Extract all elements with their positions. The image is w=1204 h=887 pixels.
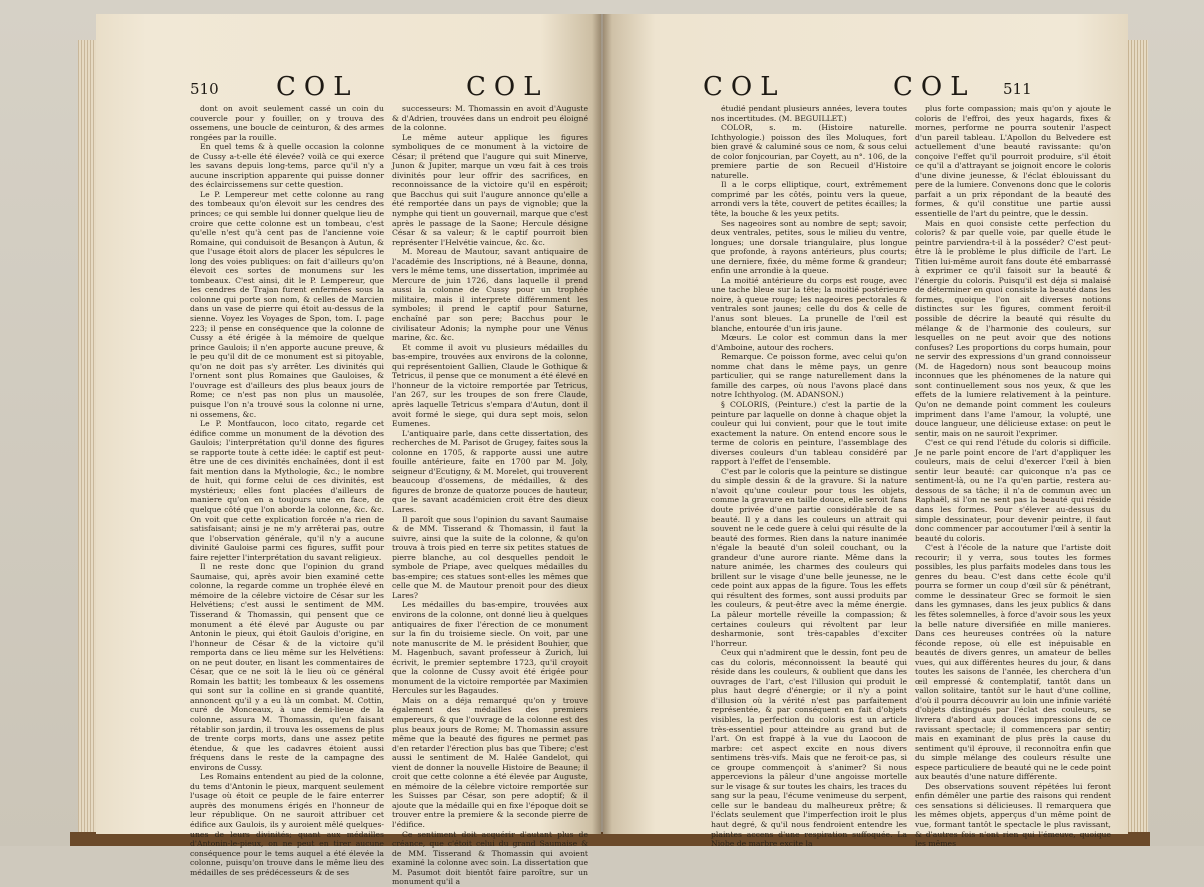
paragraph: Le même auteur applique les figures symboliques de ce monument à la victoire de César; il prétend que l'augure qui suit Minerve, Junon & Jupiter, marque un vœu fait à ces trois divinités pour leur offrir des sacrifices, en reconnoissance de la victoire qu'il en espéroit; que Bacchus qui suit l'augure annonce qu'elle a été remportée dans un pays de vignoble; que la nymphe qui tient un gouvernail, marque que c'est après le passage de la Saone; Hercule désigne César & sa valeur; & le captif pourroit bien représenter l'Helvétie vaincue, &c. &c. [392, 132, 588, 247]
paragraph: § COLORIS, (Peinture.) c'est la partie de la peinture par laquelle on donne à chaque objet la couleur qui lui convient, pour que le tout imite exactement la nature. On entend encore sous le terme de coloris en peinture, l'assemblage des diverses couleurs d'un tableau considéré par rapport à l'effet de l'ensemble. [711, 399, 907, 467]
paragraph: Ce sentiment doit acquérir d'autant plus de créance, que c'étoit celui du grand Saumaise & de MM. Tisserand & Thomassin qui avoient examiné la colonne avec soin. La dissertation que M. Pasumot doit bientôt faire paroître, sur un monument qu'il a [392, 829, 588, 887]
paragraph: Le P. Lempereur met cette colonne au rang des tombeaux qu'on élevoit sur les cendres des princes; ce qui semble lui donner quelque lieu de croire que cette colonne est un tombeau, c'est qu'elle n'est qu'à cent pas de l'ancienne voie Romaine, qui conduisoit de Besançon à Autun, & que l'usage étoit alors de placer les sépulcres le long des voies publiques: on fait d'ailleurs qu'on élevoit ces sortes de monumens sur les tombeaux. C'est ainsi, dit le P. Lempereur, que les cendres de Trajan furent enfermées sous la colonne qui porte son nom, & celles de Marcien dans un vase de pierre qui étoit au-dessus de la sienne. Voyez les Voyages de Spon, tom. I. page 223; il pense en conséquence que la colonne de Cussy a été érigée à la mémoire de quelque prince Gaulois; il n'en apporte aucune preuve, & le peu qu'il dit de ce monument est si pitoyable, qu'on ne doit pas s'y arrêter. Les divinités qui l'ornent sont plus Romaines que Gauloises, & l'ouvrage est d'ailleurs des plus beaux jours de Rome; ce n'est pas non plus un mausolée, puisque l'on n'a trouvé sous la colonne ni urne, ni ossemens, &c. [190, 189, 384, 419]
paragraph: Remarque. Ce poisson forme, avec celui qu'on nomme chat dans le même pays, un genre particulier, qui se range naturellement dans la famille des carpes, où nous l'avons placé dans notre Ichthyolog. (M. ADANSON.) [711, 352, 907, 400]
text-column-right [392, 104, 589, 887]
page-number: 510 [190, 80, 219, 98]
paragraph: Le P. Montfaucon, loco citato, regarde cet édifice comme un monument de la dévotion des Gaulois; l'interprétation qu'il donne des figures se rapporte toute à cette idée: le captif est peut-être une de ces divinités enchaînées, dont il est fait mention dans la Mythologie, &c.; le nombre de huit, qui forme celui de ces divinités, est mystérieux; elles font placées d'ailleurs de maniere qu'on en a toujours une en face, de quelque côté que l'on aborde la colonne, &c. &c. On voit que cette explication forcée n'a rien de satisfaisant; ainsi je ne m'y arrêterai pas, outre que l'observation générale, qu'il n'y a aucune divinité Gauloise parmi ces figures, suffit pour faire rejetter l'interprétation du savant religieux. [190, 419, 384, 562]
paragraph: C'est à l'école de la nature que l'artiste doit recourir; il y verra, sous toutes les formes possibles, les plus parfaits modeles dans tous les genres du beau. C'est dans cette école qu'il pourra se former un coup d'œil sûr & pénétrant, comme le dessinateur Grec se formoit le sien dans les gymnases, dans les jeux publics & dans les fêtes solemnelles, à force d'avoir sous les yeux la belle nature diversifiée en mille manieres. Dans ces heureuses contrées où la nature féconde repose, où elle est inépuisable en beautés de divers genres, un amateur de belles vues, qui aux différentes heures du jour, & dans toutes les saisons de l'année, les cherchera d'un œil empressé & contemplatif, tantôt dans un vallon solitaire, tantôt sur le haut d'une colline, d'où il pourra découvrir au loin une infinie variété d'objets distingués par l'éclat des couleurs, se livrera d'abord aux douces impressions de ce ravissant spectacle; il commencera par sentir; mais en examinant de plus près la cause du sentiment qu'il éprouve, il reconnoîtra enfin que du simple mélange des couleurs résulte une espece particuliere de beauté qui ne le cede point aux beautés d'une nature différente. [915, 543, 1111, 782]
page-number: 511 [1003, 80, 1032, 98]
running-head-right: COL [893, 72, 976, 102]
paragraph: Mais on a déja remarqué qu'on y trouve également des médailles des premiers empereurs, & que l'ouvrage de la colonne est des plus beaux jours de Rome; M. Thomassin assure même que la beauté des figures ne permet pas d'en retarder l'érection plus bas que Tibere; c'est aussi le sentiment de M. Halée Gandelot, qui vient de donner la nouvelle Histoire de Beaune; il croit que cette colonne a été élevée par Auguste, en mémoire de la célebre victoire remportée sur les Suisses par César, son pere adoptif; & il ajoute que la médaille qui en fixe l'époque doit se trouver entre la premiere & la seconde pierre de l'édifice. [392, 695, 588, 830]
book-page-edges-right [1126, 40, 1148, 840]
paragraph: Mais en quoi consiste cette perfection du coloris? & par quelle voie, par quelle étude le peintre parviendra-t-il à la posséder? C'est peut-être là le problème le plus difficile de l'art. Le Titien lui-même auroit fans doute été embarrassé à exprimer ce qu'il faisoit sur la beauté & l'énergie du coloris. Puisqu'il est déja si malaisé de déterminer en quoi consiste la beauté dans les formes, quoique l'on ait diverses notions distinctes sur les figures, comment feroit-il possible de décrire la beauté qui résulte du mélange & de l'harmonie des couleurs, sur lesquelles on ne peut avoir que des notions confuses? Les proportions du corps humain, pour ne servir des expressions d'un grand connoisseur (M. de Hagedorn) nous sont beaucoup moins inconnues que les phénomenes de la nature qui sont continuellement sous nos yeux, & que les effets de la lumiere relativement à la peinture. Qu'on ne demande point comment les couleurs impriment dans l'ame l'amour, la volupté, une douce langueur, une délicieuse extase: on peut le sentir, mais on ne sauroit l'exprimer. [915, 218, 1111, 438]
paragraph: C'est ce qui rend l'étude du coloris si difficile. Je ne parle point encore de l'art d'appliquer les couleurs, mais de celui d'exercer l'œil à bien sentir leur beauté: car quiconque n'a pas ce sentiment-là, ou ne l'a qu'en partie, restera au-dessous de sa tâche; il n'a de commun avec un Raphaël, si l'on ne sent pas la beauté qui réside dans les formes. Pour s'élever au-dessus du simple dessinateur, pour devenir peintre, il faut donc commencer par accoutumer l'œil à sentir la beauté du coloris. [915, 438, 1111, 543]
paragraph: En quel tems & à quelle occasion la colonne de Cussy a-t-elle été élevée? voilà ce qui exerce les savans depuis long-tems, parce qu'il n'y a aucune inscription apparente qui puisse donner des éclaircissemens sur cette question. [190, 142, 384, 190]
paragraph: Ceux qui n'admirent que le dessin, font peu de cas du coloris, méconnoissent la beauté qui réside dans les couleurs, & oublient que dans les ouvrages de l'art, c'est l'illusion qui produit le plus haut degré d'énergie; or il n'y a point d'illusion où la vérité n'est pas parfaitement représentée, & par conséquent en fait d'objets visibles, la perfection du coloris est un article très-essentiel pour atteindre au grand but de l'art. On est frappé à la vue du Laocoon de marbre: cet aspect excite en nous divers sentimens très-vifs. Mais que ne feroit-ce pas, si ce groupe commençoit à s'animer? Si nous appercevions la pâleur d'une angoisse mortelle sur le visage & sur toutes les chairs, les traces du sang sur la peau, l'écume venimeuse du serpent, celle sur le bandeau du malheureux prêtre; & l'éclats seulement que l'imperfection iroit le plus haut degré, & qu'il nous fendroient entendre les plaintes accens d'une respiration suffoquée. La Niobe de marbre excite la [711, 648, 907, 849]
text-column-left [711, 104, 907, 849]
book-page-edges-left [78, 40, 98, 840]
right-page-header [603, 72, 1128, 104]
text-column-right [915, 104, 1111, 849]
paragraph: Les médailles du bas-empire, trouvées aux environs de la colonne, ont donné lieu à quelques antiquaires de fixer l'érection de ce monument sur la fin du troisieme siecle. On voit, par une note manuscrite de M. le président Bouhier, que M. Hagenbuch, savant professeur à Zurich, lui écrivit, le premier septembre 1723, qu'il croyoit que la colonne de Cussy avoit été érigée pour monument de la victoire remportée par Maximien Hercules sur les Bagaudes. [392, 600, 588, 696]
paragraph: Et comme il avoit vu plusieurs médailles du bas-empire, trouvées aux environs de la colonne, qui représentoient Gallien, Claude le Gothique & Tetricus, il pense que ce monument a été élevé en l'honneur de la victoire remportée par Tetricus, l'an 267, sur les troupes de son frere Claude, après laquelle Tetricus s'empara d'Autun, dont il avoit formé le siege, qui dura sept mois, selon Eumenes. [392, 342, 588, 429]
paragraph: Des observations souvent répétées lui feront enfin démêler une partie des raisons qui rendent ces sensations si délicieuses. Il remarquera que les mêmes objets, apperçus d'un même point de vue, formant tantôt le spectacle le plus ravissant, & d'autres fois n'ont rien qui l'émeuve, quoique les mêmes [915, 781, 1111, 849]
paragraph: Ses nageoires sont au nombre de sept; savoir, deux ventrales, petites, sous le milieu du ventre, longues; une dorsale triangulaire, plus longue que profonde, à rayons antérieurs, plus courts; une derniere, fixée, du même forme & grandeur; enfin une arrondie à la queue. [711, 218, 907, 276]
paragraph: M. Moreau de Mautour, savant antiquaire de l'académie des Inscriptions, né à Beaune, donna, vers le même tems, une dissertation, imprimée au Mercure de juin 1726, dans laquelle il prend aussi la colonne de Cussy pour un trophée militaire, mais il interprete différemment les symboles; il prend le captif pour Saturne, enchaîné par son pere; Bacchus pour le civilisateur Adonis; la nymphe pour une Vénus marine, &c. &c. [392, 247, 588, 343]
right-page [603, 14, 1128, 849]
paragraph: Il ne reste donc que l'opinion du grand Saumaise, qui, après avoir bien examiné cette colonne, la regarde comme un trophée élevé en mémoire de la célebre victoire de César sur les Helvétiens; c'est aussi le sentiment de MM. Tisserand & Thomassin, qui pensent que ce monument a été élevé par Auguste ou par Antonin le pieux, qui étoit Gaulois d'origine, en l'honneur de César & de la victoire qu'il remporta dans ce lieu même sur les Helvétiens: on ne peut douter, en lisant les commentaires de César, que ce ne soit là le lieu où ce général Romain les battit; les tombeaux & les ossemens qui sont sur la colline en si grande quantité, annoncent qu'il y a eu là un combat. M. Cottin, curé de Monceaux, à une demi-lieue de la colonne, assura M. Thomassin, qu'en faisant rétablir son jardin, il trouva les ossemens de plus de trente corps morts, dans une assez petite étendue, & que les cadavres étoient aussi fréquens dans le reste de la campagne des environs de Cussy. [190, 562, 384, 772]
paragraph: C'est par le coloris que la peinture se distingue du simple dessin & de la gravure. Si la nature n'avoit qu'une couleur pour tous les objets, comme la gravure en taille douce, elle seroit fans doute privée d'une partie considérable de sa beauté. Il y a dans les couleurs un attrait qui souvent ne le cede guere à celui qui résulte de la beauté des formes. Rien dans la nature inanimée n'égale la beauté d'un soleil couchant, ou la grandeur d'une aurore riante. Même dans la nature animée, les charmes des couleurs qui brillent sur le visage d'une belle jeunesse, ne le cede point aux appas de la figure. Tous les effets qui résultent des formes, sont aussi produits par les couleurs, & peut-être avec la même énergie. La pâleur mortelle réveille la compassion; & certaines couleurs qui révoltent par leur desharmonie, sont très-capables d'exciter l'horreur. [711, 466, 907, 648]
running-head-left: COL [276, 72, 359, 102]
paragraph: dont on avoit seulement cassé un coin du couvercle pour y fouiller, on y trouva des ossemens, une boucle de ceinturon, & des armes rongées par la rouille. [190, 104, 384, 142]
paragraph: Mœurs. Le color est commun dans la mer d'Amboine, autour des rochers. [711, 333, 907, 352]
paragraph: COLOR, s. m. (Histoire naturelle. Ichthyologie.) poisson des îles Moluques, fort bien gravé & caluminé sous ce nom, & sous celui de color fonjcourian, par Coyett, au n°. 106, de la premiere partie de son Recueil d'Histoire naturelle. [711, 123, 907, 180]
left-page [96, 14, 601, 887]
paragraph: L'antiquaire parle, dans cette dissertation, des recherches de M. Parisot de Grugey, faites sous la colonne en 1705, & rapporte aussi une autre fouille antérieure, faite en 1700 par M. Joly, seigneur d'Ecutigny, & M. Morelet, qui trouverent beaucoup d'ossemens, de médailles, & des figures de bronze de quatorze pouces de hauteur, que le savant académicien croit être des dieux Lares. [392, 428, 589, 514]
paragraph: Il paroît que sous l'opinion du savant Saumaise & de MM. Tisserand & Thomassin, il faut la suivre, ainsi que la suite de la colonne, & qu'on trouva à trois pied en terre six petites statues de pierre blanche, au col desquelles pendoit le symbole de Priape, avec quelques médailles du bas-empire; ces statues sont-elles les mêmes que celle que M. de Mautour prenoit pour des dieux Lares? [392, 514, 588, 600]
left-page-header [96, 72, 601, 104]
text-column-left [190, 104, 384, 877]
paragraph: Il a le corps elliptique, court, extrêmement comprimé par les côtés, pointu vers la queue, arrondi vers la tête, couvert de petites écailles; la tête, la bouche & les yeux petits. [711, 180, 907, 219]
paragraph: successeurs: M. Thomassin en avoit d'Auguste & d'Adrien, trouvées dans un endroit peu éloigné de la colonne. [392, 104, 588, 133]
book-gutter [592, 14, 612, 834]
paragraph: plus forte compassion; mais qu'on y ajoute le coloris de l'effroi, des yeux hagards, fixes & mornes, performe ne pourra soutenir l'aspect d'un pareil tableau. L'Apollon du Belvedere est actuellement d'une beauté ravissante: qu'on conçoive l'effet qu'il pourroit produire, s'il étoit ce qu'il a d'attrayant se joignoit encore le coloris d'une divine jeunesse, & l'éclat éblouissant du pere de la lumiere. Convenons donc que le coloris parfait a un prix répondant de la beauté des formes, & qu'il constitue une partie aussi essentielle de l'art du peintre, que le dessin. [915, 104, 1111, 219]
paragraph: étudié pendant plusieurs années, levera toutes nos incertitudes. (M. BEGUILLET.) [711, 104, 907, 123]
paragraph: La moitié antérieure du corps est rouge, avec une tache bleue sur la tête; la moitié postérieure noire, à queue rouge; les nageoires pectorales & ventrales sont jaunes; celle du dos & celle de l'anus sont bleues. La prunelle de l'œil est blanche, entourée d'un iris jaune. [711, 275, 907, 333]
running-head-left: COL [703, 72, 786, 102]
paragraph: Les Romains entendent au pied de la colonne, du tems d'Antonin le pieux, marquent seulement l'usage où étoit ce peuple de le faire enterrer auprès des monumens érigés en l'honneur de leur république. On ne sauroit attribuer cet édifice aux Gaulois, ils y auroient mêlé quelques-unes de leurs divinités; quant aux médailles d'Antonin-le-pieux, on ne peut en tirer aucune conséquence pour le tems auquel a été élevée la colonne, puisqu'on trouve dans le même lieu des médailles de ses prédécesseurs & de ses [190, 772, 384, 877]
running-head-right: COL [466, 72, 549, 102]
